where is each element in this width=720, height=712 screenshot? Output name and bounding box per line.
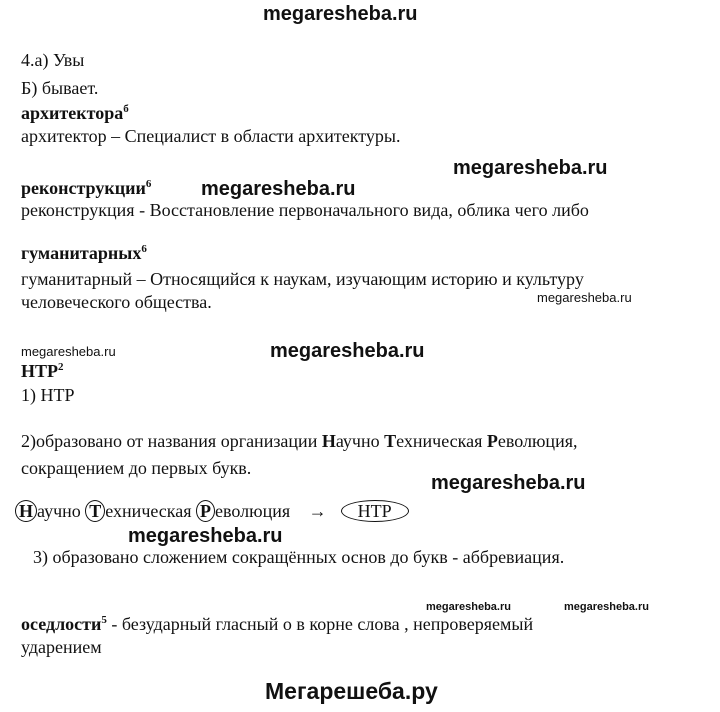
entry-title-reconstruction [21, 178, 151, 199]
text-fragment: 2)образовано от названия организации [21, 431, 322, 451]
entry-superscript: 2 [58, 361, 64, 373]
text-fragment: аучно [37, 501, 86, 521]
entry-superscript: 6 [141, 243, 147, 255]
ntr-item-2-line2: сокращением до первых букв. [21, 458, 252, 478]
site-watermark: megaresheba.ru [453, 157, 608, 179]
entry-title-architector [21, 103, 129, 124]
circled-letter: Т [85, 500, 105, 522]
site-watermark-bottom: Мегарешеба.ру [265, 678, 438, 704]
entry-definition-architector: архитектор – Специалист в области архитектуры. [21, 126, 401, 146]
site-watermark-top: megaresheba.ru [263, 3, 418, 25]
abbreviation-oval: НТР [341, 500, 409, 522]
entry-title-text: архитектора [21, 103, 124, 123]
entry-title-ntr [21, 361, 64, 382]
entry-title-text: НТР [21, 361, 59, 381]
ntr-item-1: 1) НТР [21, 385, 75, 405]
task-answer-a: 4.а) Увы [21, 50, 85, 70]
initial-letter: Н [321, 431, 336, 451]
entry-definition-humanitarian-line2: человеческого общества. [21, 292, 212, 312]
site-watermark: megaresheba.ru [201, 178, 356, 200]
task-answer-b: Б) бывает. [21, 78, 99, 98]
site-watermark: megaresheba.ru [128, 525, 283, 547]
text-fragment: ехническая [396, 431, 487, 451]
entry-definition-reconstruction: реконструкция - Восстановление первоначального вида, облика чего либо [21, 200, 589, 220]
text-fragment: еволюция, [497, 431, 578, 451]
entry-osedlost-line2: ударением [21, 637, 102, 657]
text-fragment: еволюция [215, 501, 291, 521]
text-fragment: аучно [335, 431, 385, 451]
abbreviation-scheme [15, 500, 409, 522]
entry-definition-osedlost: - безударный гласный о в корне слова , непроверяемый [106, 614, 534, 634]
entry-superscript: б [123, 103, 129, 115]
entry-title-osedlost: оседлости [21, 614, 102, 634]
entry-definition-humanitarian-line1: гуманитарный – Относящийся к наукам, изучающим историю и культуру [21, 269, 584, 289]
site-watermark: megaresheba.ru [537, 290, 632, 305]
site-watermark: megaresheba.ru [270, 340, 425, 362]
site-watermark: megaresheba.ru [21, 344, 116, 359]
entry-superscript: 6 [145, 178, 152, 190]
entry-superscript: 5 [101, 614, 107, 626]
site-watermark: megaresheba.ru [431, 472, 586, 494]
entry-title-text: реконструкции [21, 178, 146, 198]
site-watermark: megaresheba.ru [426, 601, 511, 613]
circled-letter: Р [196, 500, 215, 522]
entry-title-humanitarian [21, 243, 147, 264]
circled-letter: Н [15, 500, 37, 522]
initial-letter: Т [384, 431, 397, 451]
entry-osedlost-line1 [21, 613, 533, 635]
initial-letter: Р [486, 431, 498, 451]
text-fragment: ехническая [105, 501, 197, 521]
ntr-item-2-line1 [21, 430, 577, 452]
ntr-item-3: 3) образовано сложением сокращённых основ до букв - аббревиация. [33, 547, 565, 567]
arrow-right-icon: → [308, 501, 327, 521]
site-watermark: megaresheba.ru [564, 601, 649, 613]
entry-title-text: гуманитарных [21, 243, 142, 263]
